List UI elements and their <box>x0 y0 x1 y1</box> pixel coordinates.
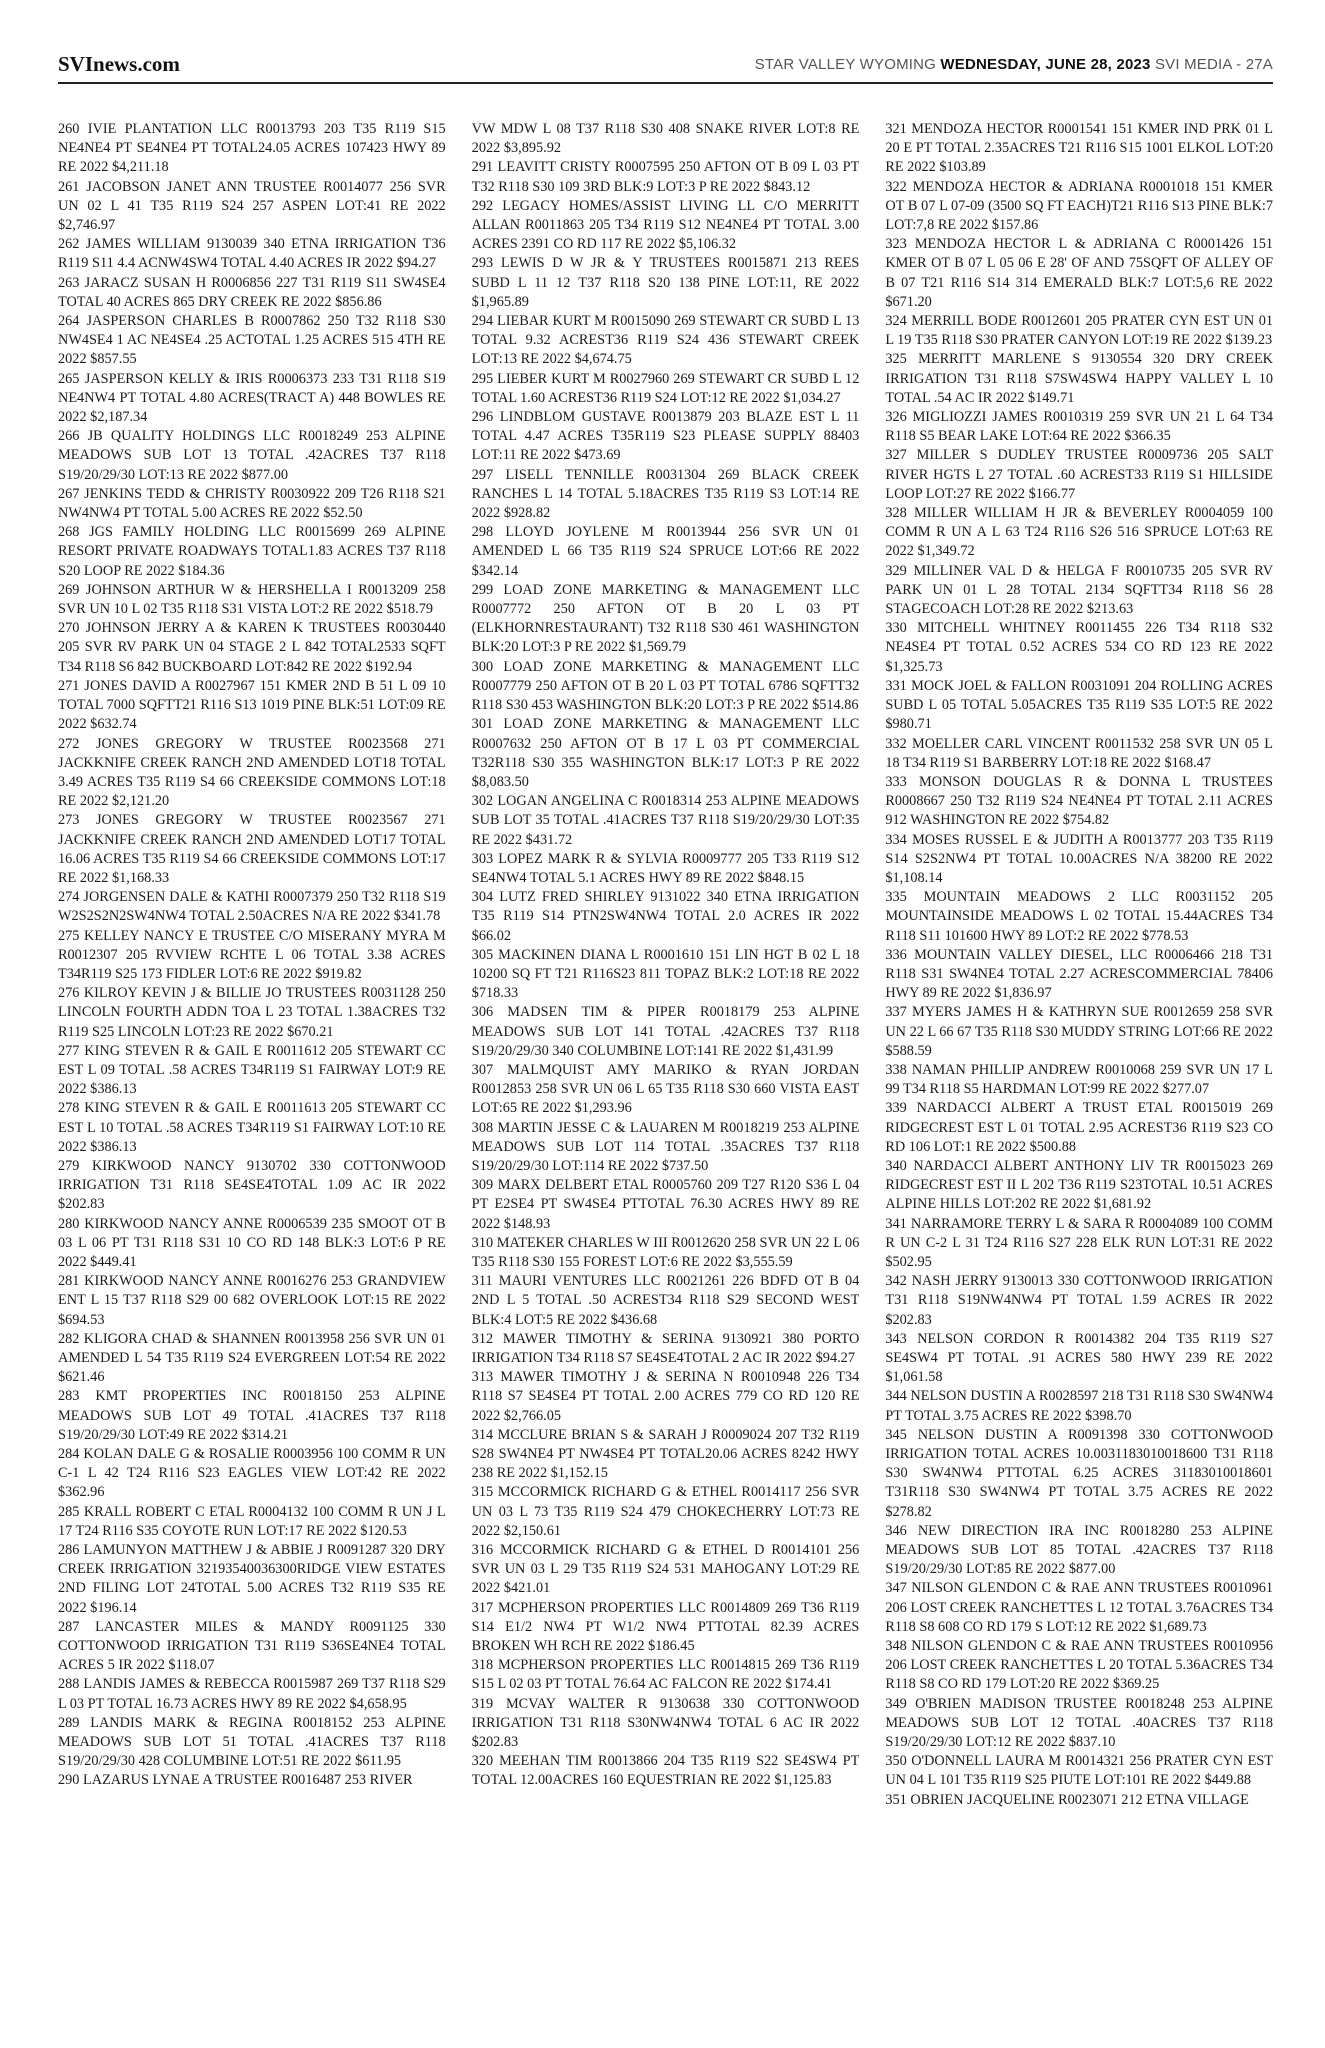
tax-entry: 306 MADSEN TIM & PIPER R0018179 253 ALPINE MEADOWS SUB LOT 141 TOTAL .42ACRES T37 R118 S19/20/29/30 340 COLUMBINE LOT:141 RE 2022 $1,431.99 <box>471 1004 860 1059</box>
tax-entry: 309 MARX DELBERT ETAL R0005760 209 T27 R120 S36 L 04 PT E2SE4 PT SW4SE4 PTTOTAL 76.30 ACRES HWY 89 RE 2022 $148.93 <box>471 1177 860 1232</box>
tax-entry: 346 NEW DIRECTION IRA INC R0018280 253 ALPINE MEADOWS SUB LOT 85 TOTAL .42ACRES T37 R118 S19/20/29/30 LOT:85 RE 2022 $877.00 <box>885 1522 1274 1578</box>
tax-entry: 285 KRALL ROBERT C ETAL R0004132 100 COMM R UN J L 17 T24 R116 S35 COYOTE RUN LOT:17 RE 2022 $120.53 <box>58 1503 446 1539</box>
tax-entry: 262 JAMES WILLIAM 9130039 340 ETNA IRRIGATION T36 R119 S11 4.4 ACNW4SW4 TOTAL 4.40 ACRES IR 2022 $94.27 <box>58 236 446 272</box>
tax-entry: 282 KLIGORA CHAD & SHANNEN R0013958 256 SVR UN 01 AMENDED L 54 T35 R119 S24 EVERGREEN LOT:54 RE 2022 $621.46 <box>58 1330 446 1386</box>
tax-entry: 266 JB QUALITY HOLDINGS LLC R0018249 253 ALPINE MEADOWS SUB LOT 13 TOTAL .42ACRES T37 R118 S19/20/29/30 LOT:13 RE 2022 $877.00 <box>58 428 446 483</box>
tax-entry: 263 JARACZ SUSAN H R0006856 227 T31 R119 S11 SW4SE4 TOTAL 40 ACRES 865 DRY CREEK RE 2022 $856.86 <box>58 274 446 310</box>
tax-entry: 351 OBRIEN JACQUELINE R0023071 212 ETNA VILLAGE <box>885 1791 1249 1808</box>
tax-entry: 300 LOAD ZONE MARKETING & MANAGEMENT LLC R0007779 250 AFTON OT B 20 L 03 PT TOTAL 6786 SQFTT32 R118 S30 453 WASHINGTON BLK:20 LOT:3 P RE 2022 $514.86 <box>471 658 860 714</box>
page-folio <box>755 56 1273 73</box>
tax-entry: 264 JASPERSON CHARLES B R0007862 250 T32 R118 S30 NW4SE4 1 AC NE4SE4 .25 ACTOTAL 1.25 ACRES 515 4TH RE 2022 $857.55 <box>58 313 446 368</box>
tax-entry: 291 LEAVITT CRISTY R0007595 250 AFTON OT B 09 L 03 PT T32 R118 S30 109 3RD BLK:9 LOT:3 P RE 2022 $843.12 <box>471 159 860 195</box>
tax-entry: 343 NELSON CORDON R R0014382 204 T35 R119 S27 SE4SW4 PT TOTAL .91 ACRES 580 HWY 239 RE 2022 $1,061.58 <box>885 1330 1274 1386</box>
tax-entry: 305 MACKINEN DIANA L R0001610 151 LIN HGT B 02 L 18 10200 SQ FT T21 R116S23 811 TOPAZ BLK:2 LOT:18 RE 2022 $718.33 <box>471 946 860 1002</box>
tax-entry: VW MDW L 08 T37 R118 S30 408 SNAKE RIVER LOT:8 RE 2022 $3,895.92 <box>471 121 860 157</box>
tax-entry: 316 MCCORMICK RICHARD G & ETHEL D R0014101 256 SVR UN 03 L 29 T35 R119 S24 531 MAHOGANY LOT:29 RE 2022 $421.01 <box>471 1542 860 1597</box>
tax-entry: 275 KELLEY NANCY E TRUSTEE C/O MISERANY MYRA M R0012307 205 RVVIEW RCHTE L 06 TOTAL 3.38 ACRES T34R119 S25 173 FIDLER LOT:6 RE 2022 $919.82 <box>58 927 446 982</box>
tax-entry: 313 MAWER TIMOTHY J & SERINA N R0010948 226 T34 R118 S7 SE4SE4 PT TOTAL 2.00 ACRES 779 CO RD 120 RE 2022 $2,766.05 <box>471 1369 860 1424</box>
tax-entry: 347 NILSON GLENDON C & RAE ANN TRUSTEES R0010961 206 LOST CREEK RANCHETTES L 12 TOTAL 3.76ACRES T34 R118 S8 608 CO RD 179 S LOT:12 RE 2022 $1,689.73 <box>885 1580 1274 1635</box>
tax-entry: 324 MERRILL BODE R0012601 205 PRATER CYN EST UN 01 L 19 T35 R118 S30 PRATER CANYON LOT:19 RE 2022 $139.23 <box>885 313 1274 349</box>
masthead <box>58 48 1273 84</box>
legal-notice-columns <box>58 120 1273 2028</box>
tax-entry: 270 JOHNSON JERRY A & KAREN K TRUSTEES R0030440 205 SVR RV PARK UN 04 STAGE 2 L 842 TOTAL2533 SQFT T34 R118 S6 842 BUCKBOARD LOT:842 RE 2022 $192.94 <box>58 620 446 675</box>
tax-entry: 289 LANDIS MARK & REGINA R0018152 253 ALPINE MEADOWS SUB LOT 51 TOTAL .41ACRES T37 R118 S19/20/29/30 428 COLUMBINE LOT:51 RE 2022 $611.95 <box>58 1714 446 1770</box>
tax-entry: 288 LANDIS JAMES & REBECCA R0015987 269 T37 R118 S29 L 03 PT TOTAL 16.73 ACRES HWY 89 RE 2022 $4,658.95 <box>58 1676 446 1712</box>
tax-entry: 304 LUTZ FRED SHIRLEY 9131022 340 ETNA IRRIGATION T35 R119 S14 PTN2SW4NW4 TOTAL 2.0 ACRES IR 2022 $66.02 <box>471 889 860 944</box>
tax-entry: 284 KOLAN DALE G & ROSALIE R0003956 100 COMM R UN C-1 L 42 T24 R116 S23 EAGLES VIEW LOT:42 RE 2022 $362.96 <box>58 1446 446 1501</box>
tax-entry: 325 MERRITT MARLENE S 9130554 320 DRY CREEK IRRIGATION T31 R118 S7SW4SW4 HAPPY VALLEY L 10 TOTAL .54 AC IR 2022 $149.71 <box>885 351 1274 406</box>
tax-entry: 299 LOAD ZONE MARKETING & MANAGEMENT LLC R0007772 250 AFTON OT B 20 L 03 PT (ELKHORNRESTAURANT) T32 R118 S30 461 WASHINGTON BLK:20 LOT:3 P RE 2022 $1,569.79 <box>471 581 860 656</box>
tax-entry: 323 MENDOZA HECTOR L & ADRIANA C R0001426 151 KMER OT B 07 L 05 06 E 28' OF AND 75SQFT OF ALLEY OF B 07 T21 R116 S14 314 EMERALD BLK:7 LOT:5,6 RE 2022 $671.20 <box>885 236 1274 310</box>
tax-entry: 338 NAMAN PHILLIP ANDREW R0010068 259 SVR UN 17 L 99 T34 R118 S5 HARDMAN LOT:99 RE 2022 $277.07 <box>885 1061 1274 1098</box>
tax-entry: 260 IVIE PLANTATION LLC R0013793 203 T35 R119 S15 NE4NE4 PT SE4NE4 PT TOTAL24.05 ACRES 107423 HWY 89 RE 2022 $4,211.18 <box>58 121 446 176</box>
folio-location: STAR VALLEY WYOMING <box>754 56 941 73</box>
tax-entry: 312 MAWER TIMOTHY & SERINA 9130921 380 PORTO IRRIGATION T34 R118 S7 SE4SE4TOTAL 2 AC IR 2022 $94.27 <box>471 1330 860 1366</box>
tax-entry: 336 MOUNTAIN VALLEY DIESEL, LLC R0006466 218 T31 R118 S31 SW4NE4 TOTAL 2.27 ACRESCOMMERCIAL 78406 HWY 89 RE 2022 $1,836.97 <box>885 946 1274 1002</box>
tax-entry: 328 MILLER WILLIAM H JR & BEVERLEY R0004059 100 COMM R UN A L 63 T24 R116 S26 516 SPRUCE LOT:63 RE 2022 $1,349.72 <box>885 505 1274 560</box>
tax-entry: 296 LINDBLOM GUSTAVE R0013879 203 BLAZE EST L 11 TOTAL 4.47 ACRES T35R119 S23 PLEASE SUPPLY 88403 LOT:11 RE 2022 $473.69 <box>471 409 860 464</box>
tax-entry: 329 MILLINER VAL D & HELGA F R0010735 205 SVR RV PARK UN 01 L 28 TOTAL 2134 SQFTT34 R118 S6 28 STAGECOACH LOT:28 RE 2022 $213.63 <box>885 562 1274 618</box>
tax-entry: 349 O'BRIEN MADISON TRUSTEE R0018248 253 ALPINE MEADOWS SUB LOT 12 TOTAL .40ACRES T37 R118 S19/20/29/30 LOT:12 RE 2022 $837.10 <box>885 1695 1274 1751</box>
tax-entry: 340 NARDACCI ALBERT ANTHONY LIV TR R0015023 269 RIDGECREST EST II L 202 T36 R119 S23TOTAL 10.51 ACRES ALPINE HILLS LOT:202 RE 2022 $1,681.92 <box>885 1157 1274 1213</box>
tax-entry: 318 MCPHERSON PROPERTIES LLC R0014815 269 T36 R119 S15 L 02 03 PT TOTAL 76.64 AC FALCON RE 2022 $174.41 <box>471 1657 860 1693</box>
tax-entry: 274 JORGENSEN DALE & KATHI R0007379 250 T32 R118 S19 W2S2S2N2SW4NW4 TOTAL 2.50ACRES N/A RE 2022 $341.78 <box>58 889 446 925</box>
tax-entry: 276 KILROY KEVIN J & BILLIE JO TRUSTEES R0031128 250 LINCOLN FOURTH ADDN TOA L 23 TOTAL 1.38ACRES T32 R119 S25 LINCOLN LOT:23 RE 2022 $670.21 <box>58 985 446 1040</box>
tax-entry: 281 KIRKWOOD NANCY ANNE R0016276 253 GRANDVIEW ENT L 15 T37 R118 S29 00 682 OVERLOOK LOT:15 RE 2022 $694.53 <box>58 1273 446 1328</box>
tax-entry: 335 MOUNTAIN MEADOWS 2 LLC R0031152 205 MOUNTAINSIDE MEADOWS L 02 TOTAL 15.44ACRES T34 R118 S11 101600 HWY 89 LOT:2 RE 2022 $778.53 <box>885 889 1274 944</box>
tax-entry: 280 KIRKWOOD NANCY ANNE R0006539 235 SMOOT OT B 03 L 06 PT T31 R118 S31 10 CO RD 148 BLK:3 LOT:6 P RE 2022 $449.41 <box>58 1215 446 1270</box>
tax-entry: 297 LISELL TENNILLE R0031304 269 BLACK CREEK RANCHES L 14 TOTAL 5.18ACRES T35 R119 S3 LOT:14 RE 2022 $928.82 <box>471 466 860 522</box>
tax-entry: 322 MENDOZA HECTOR & ADRIANA R0001018 151 KMER OT B 07 L 07-09 (3500 SQ FT EACH)T21 R116 S13 PINE BLK:7 LOT:7,8 RE 2022 $157.86 <box>885 178 1274 234</box>
tax-entry: 330 MITCHELL WHITNEY R0011455 226 T34 R118 S32 NE4SE4 PT TOTAL 0.52 ACRES 534 CO RD 123 RE 2022 $1,325.73 <box>885 620 1274 675</box>
tax-entry: 295 LIEBER KURT M R0027960 269 STEWART CR SUBD L 12 TOTAL 1.60 ACREST36 R119 S24 LOT:12 RE 2022 $1,034.27 <box>471 370 860 406</box>
tax-entry: 331 MOCK JOEL & FALLON R0031091 204 ROLLING ACRES SUBD L 05 TOTAL 5.05ACRES T35 R119 S35 LOT:5 RE 2022 $980.71 <box>885 677 1274 733</box>
tax-entry: 333 MONSON DOUGLAS R & DONNA L TRUSTEES R0008667 250 T32 R119 S24 NE4NE4 PT TOTAL 2.11 ACRES 912 WASHINGTON RE 2022 $754.82 <box>885 773 1274 829</box>
tax-entry: 267 JENKINS TEDD & CHRISTY R0030922 209 T26 R118 S21 NW4NW4 PT TOTAL 5.00 ACRES RE 2022 $52.50 <box>58 485 446 522</box>
tax-entry: 279 KIRKWOOD NANCY 9130702 330 COTTONWOOD IRRIGATION T31 R118 SE4SE4TOTAL 1.09 AC IR 2022 $202.83 <box>58 1157 446 1213</box>
tax-entry: 286 LAMUNYON MATTHEW J & ABBIE J R0091287 320 DRY CREEK IRRIGATION 32193540036300RIDGE VIEW ESTATES 2ND FILING LOT 24TOTAL 5.00 ACRES T32 R119 S35 RE 2022 $196.14 <box>58 1542 446 1616</box>
tax-entry: 307 MALMQUIST AMY MARIKO & RYAN JORDAN R0012853 258 SVR UN 06 L 65 T35 R118 S30 660 VISTA EAST LOT:65 RE 2022 $1,293.96 <box>471 1061 860 1117</box>
column-3 <box>885 120 1273 2028</box>
tax-entry: 261 JACOBSON JANET ANN TRUSTEE R0014077 256 SVR UN 02 L 41 T35 R119 S24 257 ASPEN LOT:41 RE 2022 $2,746.97 <box>58 178 446 234</box>
tax-entry: 272 JONES GREGORY W TRUSTEE R0023568 271 JACKKNIFE CREEK RANCH 2ND AMENDED LOT18 TOTAL 3.49 ACRES T35 R119 S4 66 CREEKSIDE COMMONS LOT:18 RE 2022 $2,121.20 <box>58 735 446 810</box>
tax-entry: 265 JASPERSON KELLY & IRIS R0006373 233 T31 R118 S19 NE4NW4 PT TOTAL 4.80 ACRES(TRACT A) 448 BOWLES RE 2022 $2,187.34 <box>58 370 446 426</box>
tax-entry: 317 MCPHERSON PROPERTIES LLC R0014809 269 T36 R119 S14 E1/2 NW4 PT W1/2 NW4 PTTOTAL 82.39 ACRES BROKEN WH RCH RE 2022 $186.45 <box>471 1599 860 1655</box>
tax-entry: 269 JOHNSON ARTHUR W & HERSHELLA I R0013209 258 SVR UN 10 L 02 T35 R118 S31 VISTA LOT:2 RE 2022 $518.79 <box>58 581 446 618</box>
tax-entry: 278 KING STEVEN R & GAIL E R0011613 205 STEWART CC EST L 10 TOTAL .58 ACRES T34R119 S1 FAIRWAY LOT:10 RE 2022 $386.13 <box>58 1100 446 1155</box>
tax-entry: 314 MCCLURE BRIAN S & SARAH J R0009024 207 T32 R119 S28 SW4NE4 PT NW4SE4 PT TOTAL20.06 ACRES 8242 HWY 238 RE 2022 $1,152.15 <box>471 1426 860 1482</box>
tax-entry: 342 NASH JERRY 9130013 330 COTTONWOOD IRRIGATION T31 R118 S19NW4NW4 PT TOTAL 1.59 ACRES IR 2022 $202.83 <box>885 1273 1274 1328</box>
tax-entry: 292 LEGACY HOMES/ASSIST LIVING LL C/O MERRITT ALLAN R0011863 205 T34 R119 S12 NE4NE4 PT TOTAL 3.00 ACRES 2391 CO RD 117 RE 2022 $5,106.32 <box>471 197 860 253</box>
tax-entry: 341 NARRAMORE TERRY L & SARA R R0004089 100 COMM R UN C-2 L 31 T24 R116 S27 228 ELK RUN LOT:31 RE 2022 $502.95 <box>885 1215 1274 1270</box>
tax-entry: 277 KING STEVEN R & GAIL E R0011612 205 STEWART CC EST L 09 TOTAL .58 ACRES T34R119 S1 FAIRWAY LOT:9 RE 2022 $386.13 <box>58 1042 446 1098</box>
tax-entry: 294 LIEBAR KURT M R0015090 269 STEWART CR SUBD L 13 TOTAL 9.32 ACREST36 R119 S24 436 STEWART CREEK LOT:13 RE 2022 $4,674.75 <box>471 313 860 368</box>
tax-entry: 268 JGS FAMILY HOLDING LLC R0015699 269 ALPINE RESORT PRIVATE ROADWAYS TOTAL1.83 ACRES T37 R118 S20 LOOP RE 2022 $184.36 <box>58 524 446 579</box>
folio-date: WEDNESDAY, JUNE 28, 2023 <box>940 56 1151 73</box>
tax-entry: 302 LOGAN ANGELINA C R0018314 253 ALPINE MEADOWS SUB LOT 35 TOTAL .41ACRES T37 R118 S19/20/29/30 LOT:35 RE 2022 $431.72 <box>471 793 860 848</box>
tax-entry: 327 MILLER S DUDLEY TRUSTEE R0009736 205 SALT RIVER HGTS L 27 TOTAL .60 ACREST33 R119 S1 HILLSIDE LOOP LOT:27 RE 2022 $166.77 <box>885 447 1274 502</box>
tax-entry: 345 NELSON DUSTIN A R0091398 330 COTTONWOOD IRRIGATION TOTAL ACRES 10.0031183010018600 T31 R118 S30 SW4NW4 PTTOTAL 6.25 ACRES 31183010018601 T31R118 S30 SW4NW4 PT TOTAL 3.75 ACRES RE 2022 $278.82 <box>885 1426 1274 1520</box>
tax-entry: 283 KMT PROPERTIES INC R0018150 253 ALPINE MEADOWS SUB LOT 49 TOTAL .41ACRES T37 R118 S19/20/29/30 LOT:49 RE 2022 $314.21 <box>58 1388 446 1443</box>
tax-entry: 273 JONES GREGORY W TRUSTEE R0023567 271 JACKKNIFE CREEK RANCH 2ND AMENDED LOT17 TOTAL 16.06 ACRES T35 R119 S4 66 CREEKSIDE COMMONS LOT:17 RE 2022 $1,168.33 <box>58 812 446 886</box>
tax-entry: 348 NILSON GLENDON C & RAE ANN TRUSTEES R0010956 206 LOST CREEK RANCHETTES L 20 TOTAL 5.36ACRES T34 R118 S8 CO RD 179 LOT:20 RE 2022 $369.25 <box>885 1638 1274 1693</box>
tax-entry: 319 MCVAY WALTER R 9130638 330 COTTONWOOD IRRIGATION T31 R118 S30NW4NW4 TOTAL 6 AC IR 2022 $202.83 <box>471 1695 860 1751</box>
tax-entry: 334 MOSES RUSSEL E & JUDITH A R0013777 203 T35 R119 S14 S2S2NW4 PT TOTAL 10.00ACRES N/A 38200 RE 2022 $1,108.14 <box>885 831 1274 886</box>
site-brand: SVInews.com <box>58 52 180 76</box>
tax-entry: 311 MAURI VENTURES LLC R0021261 226 BDFD OT B 04 2ND L 5 TOTAL .50 ACREST34 R118 S29 SECOND WEST BLK:4 LOT:5 RE 2022 $436.68 <box>471 1273 860 1328</box>
tax-entry: 310 MATEKER CHARLES W III R0012620 258 SVR UN 22 L 06 T35 R118 S30 155 FOREST LOT:6 RE 2022 $3,555.59 <box>471 1234 860 1270</box>
tax-entry: 326 MIGLIOZZI JAMES R0010319 259 SVR UN 21 L 64 T34 R118 S5 BEAR LAKE LOT:64 RE 2022 $366.35 <box>885 409 1274 445</box>
tax-entry: 315 MCCORMICK RICHARD G & ETHEL R0014117 256 SVR UN 03 L 73 T35 R119 S24 479 CHOKECHERRY LOT:73 RE 2022 $2,150.61 <box>471 1484 860 1539</box>
tax-entry: 321 MENDOZA HECTOR R0001541 151 KMER IND PRK 01 L 20 E PT TOTAL 2.35ACRES T21 R116 S15 1001 ELKOL LOT:20 RE 2022 $103.89 <box>885 121 1274 176</box>
tax-entry: 344 NELSON DUSTIN A R0028597 218 T31 R118 S30 SW4NW4 PT TOTAL 3.75 ACRES RE 2022 $398.70 <box>885 1388 1274 1424</box>
tax-entry: 298 LLOYD JOYLENE M R0013944 256 SVR UN 01 AMENDED L 66 T35 R119 S24 SPRUCE LOT:66 RE 2022 $342.14 <box>471 524 860 579</box>
column-2 <box>472 120 860 2028</box>
column-1 <box>58 120 446 2028</box>
tax-entry: 320 MEEHAN TIM R0013866 204 T35 R119 S22 SE4SW4 PT TOTAL 12.00ACRES 160 EQUESTRIAN RE 2022 $1,125.83 <box>471 1753 860 1789</box>
tax-entry: 271 JONES DAVID A R0027967 151 KMER 2ND B 51 L 09 10 TOTAL 7000 SQFTT21 R116 S13 1019 PINE BLK:51 LOT:09 RE 2022 $632.74 <box>58 677 446 733</box>
tax-entry: 339 NARDACCI ALBERT A TRUST ETAL R0015019 269 RIDGECREST EST L 01 TOTAL 2.95 ACREST36 R119 S23 CO RD 106 LOT:1 RE 2022 $500.88 <box>885 1100 1274 1155</box>
folio-page: SVI MEDIA - 27A <box>1150 56 1273 73</box>
tax-entry: 350 O'DONNELL LAURA M R0014321 256 PRATER CYN EST UN 04 L 101 T35 R119 S25 PIUTE LOT:101 RE 2022 $449.88 <box>885 1753 1274 1789</box>
tax-entry: 301 LOAD ZONE MARKETING & MANAGEMENT LLC R0007632 250 AFTON OT B 17 L 03 PT COMMERCIAL T32R118 S30 355 WASHINGTON BLK:17 LOT:3 P RE 2022 $8,083.50 <box>471 716 860 790</box>
tax-entry: 293 LEWIS D W JR & Y TRUSTEES R0015871 213 REES SUBD L 11 12 T37 R118 S20 138 PINE LOT:11, RE 2022 $1,965.89 <box>471 255 860 310</box>
tax-entry: 332 MOELLER CARL VINCENT R0011532 258 SVR UN 05 L 18 T34 R119 S1 BARBERRY LOT:18 RE 2022 $168.47 <box>885 735 1274 771</box>
tax-entry: 290 LAZARUS LYNAE A TRUSTEE R0016487 253 RIVER <box>58 1772 413 1789</box>
tax-entry: 303 LOPEZ MARK R & SYLVIA R0009777 205 T33 R119 S12 SE4NW4 TOTAL 5.1 ACRES HWY 89 RE 2022 $848.15 <box>471 850 860 886</box>
tax-entry: 308 MARTIN JESSE C & LAUAREN M R0018219 253 ALPINE MEADOWS SUB LOT 114 TOTAL .35ACRES T37 R118 S19/20/29/30 LOT:114 RE 2022 $737.50 <box>471 1119 860 1174</box>
tax-entry: 337 MYERS JAMES H & KATHRYN SUE R0012659 258 SVR UN 22 L 66 67 T35 R118 S30 MUDDY STRING LOT:66 RE 2022 $588.59 <box>885 1004 1274 1059</box>
tax-entry: 287 LANCASTER MILES & MANDY R0091125 330 COTTONWOOD IRRIGATION T31 R119 S36SE4NE4 TOTAL ACRES 5 IR 2022 $118.07 <box>58 1618 446 1674</box>
